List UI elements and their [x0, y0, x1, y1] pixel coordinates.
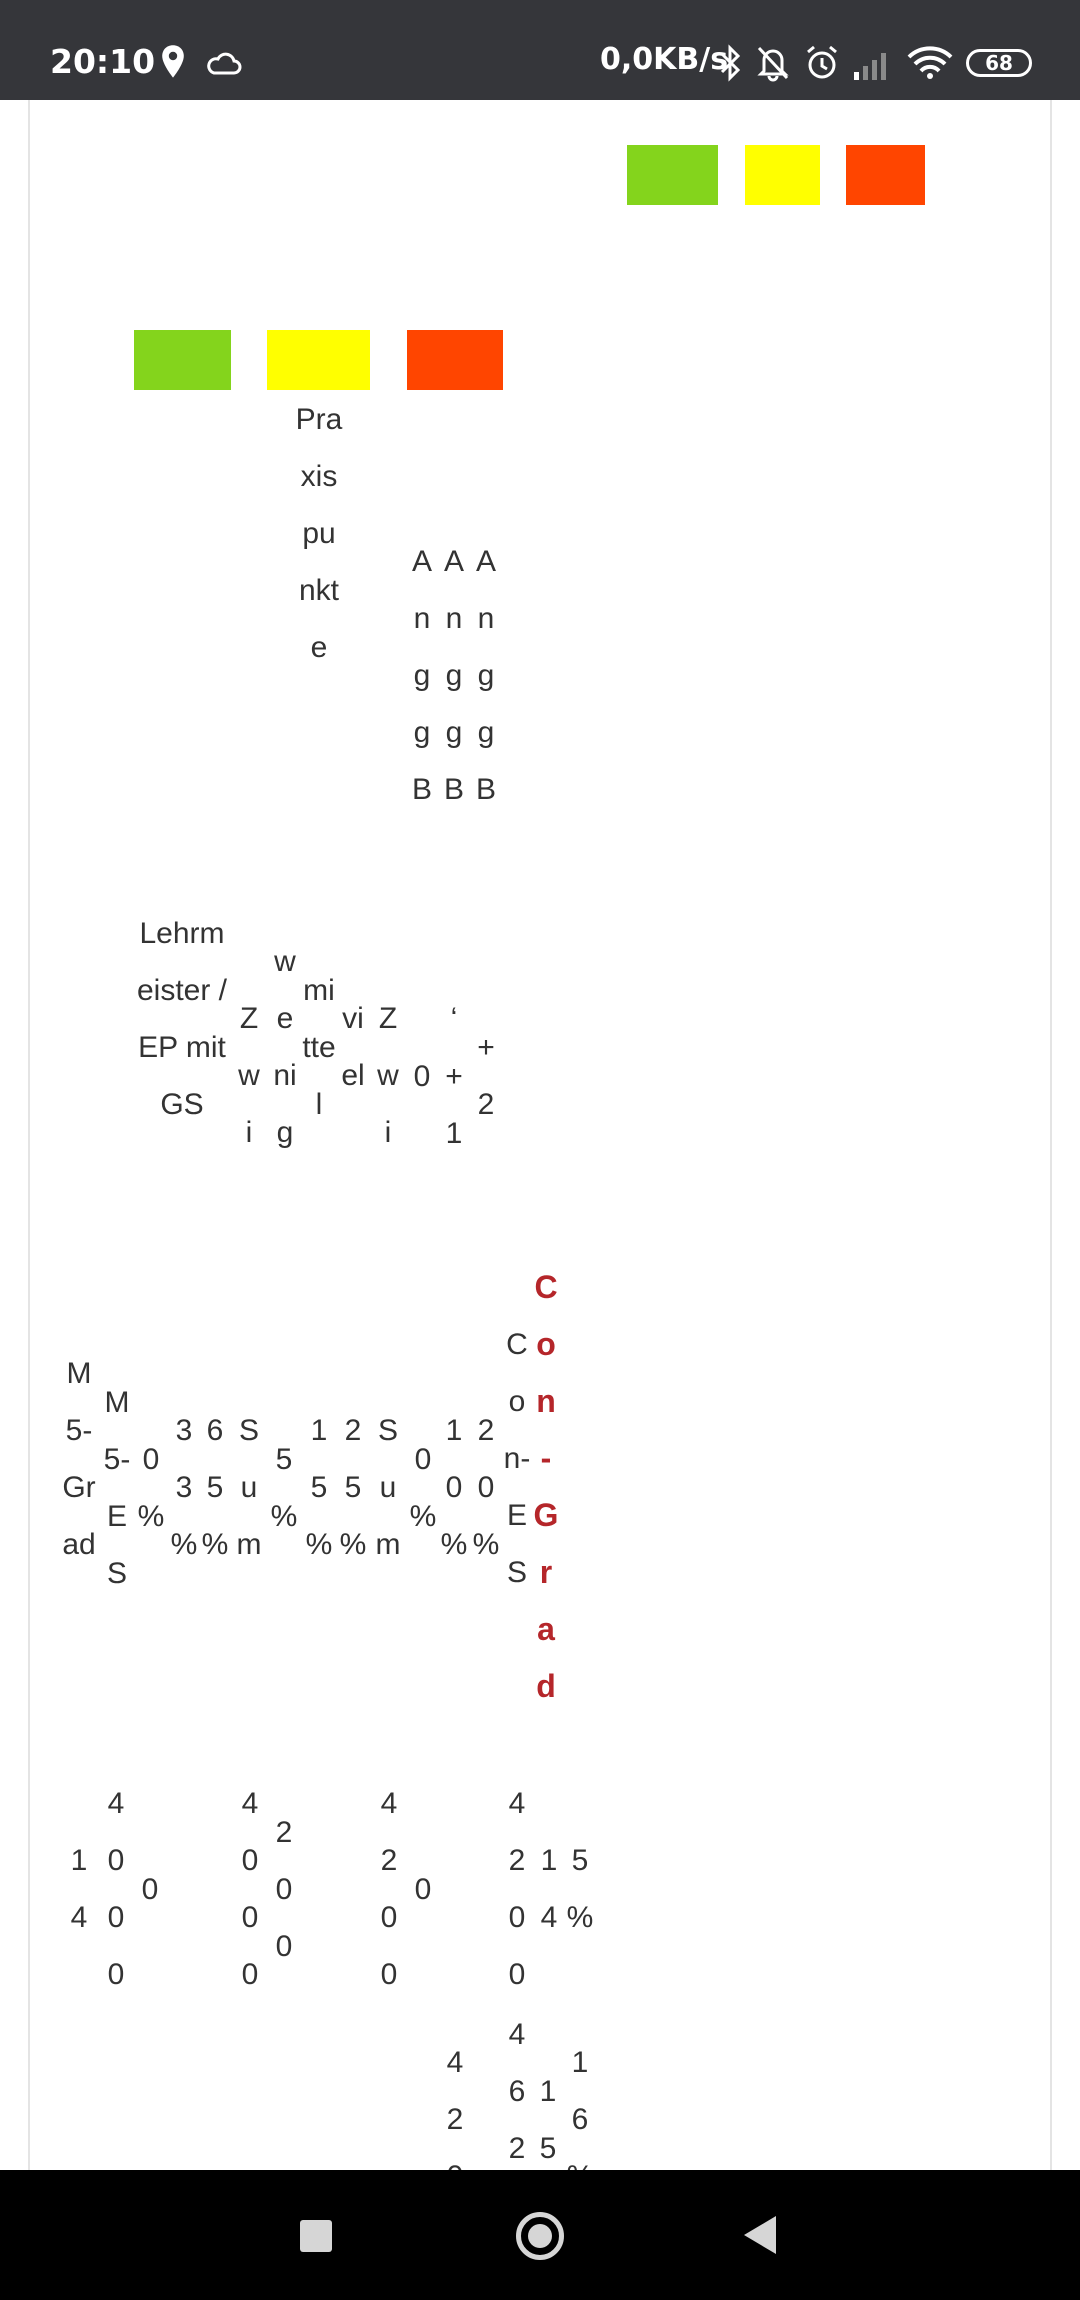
header-p25: 25% [339, 1414, 367, 1561]
header-plus1: +1 [445, 1060, 463, 1150]
header-p5: 5% [270, 1443, 298, 1533]
row1-cell-5: 200 [275, 1816, 293, 1963]
header-mittel: mittel [302, 974, 336, 1121]
status-time: 20:10 [50, 42, 156, 81]
battery-icon: 68 [966, 49, 1032, 77]
location-icon [158, 44, 188, 80]
header-viel: viel [341, 1002, 365, 1092]
row1-cell-7: 0 [414, 1873, 432, 1906]
alarm-icon [804, 44, 840, 82]
legend-swatch-green [627, 145, 718, 205]
legend-swatch-red-2 [407, 330, 503, 390]
header-plus2: +2 [477, 1031, 495, 1121]
row1-cell-2: 4000 [107, 1787, 125, 1991]
header-p15: 15% [305, 1414, 333, 1561]
row1-cell-10: 5% [566, 1844, 594, 1934]
header-zwi-2: Zwi [377, 1002, 399, 1149]
row1-cell-8: 4200 [508, 1787, 526, 1991]
row2-cell-4: 16 [571, 2046, 589, 2136]
bell-muted-icon [755, 44, 791, 82]
row1-cell-3: 0 [141, 1873, 159, 1906]
row1-cell-6: 4200 [380, 1787, 398, 1991]
header-apostrophe: ‘ [450, 1002, 458, 1035]
header-p20: 20% [472, 1414, 500, 1561]
recents-button[interactable] [300, 2220, 332, 2252]
row2-cell-1: 42 [446, 2046, 464, 2136]
header-p10: 10% [440, 1414, 468, 1561]
bluetooth-icon [718, 44, 742, 82]
header-zwi-1: Zwi [238, 1002, 260, 1149]
legend-swatch-red [846, 145, 925, 205]
header-anggb-1: AnggB [411, 545, 432, 806]
home-button[interactable] [516, 2212, 564, 2260]
header-con-grad: Con-Grad [533, 1269, 559, 1704]
signal-icon [852, 50, 894, 80]
row1-cell-4: 4000 [241, 1787, 259, 1991]
row1-cell-9: 14 [540, 1844, 558, 1934]
navigation-bar [0, 2170, 1080, 2300]
status-bar [0, 0, 1080, 100]
legend-swatch-green-2 [134, 330, 231, 390]
back-button[interactable] [744, 2216, 776, 2254]
header-con-es: Con-ES [503, 1328, 531, 1589]
header-m5-ess: M5-ES [103, 1386, 131, 1590]
network-speed: 0,0KB/s [600, 42, 729, 77]
header-anggb-2: AnggB [443, 545, 464, 806]
row2-cell-3: 15 [539, 2075, 557, 2165]
wifi-icon [907, 46, 953, 80]
header-zero: 0 [413, 1060, 431, 1093]
header-lehrmeister: Lehrmeister / EP mit GS [136, 917, 228, 1121]
header-anggb-3: AnggB [475, 545, 496, 806]
header-p33: 33% [170, 1414, 198, 1561]
header-zero-pct-2: 0% [409, 1443, 437, 1533]
header-p65: 65% [201, 1414, 229, 1561]
web-content [0, 100, 1080, 2170]
legend-swatch-yellow-2 [267, 330, 370, 390]
header-wenig: wenig [273, 945, 297, 1149]
legend-swatch-yellow [745, 145, 820, 205]
header-zero-pct: 0% [137, 1443, 165, 1533]
cloud-icon [205, 50, 241, 76]
row1-cell-1: 14 [70, 1844, 88, 1934]
row2-cell-2: 462 [508, 2018, 526, 2165]
header-sum-2: Sum [375, 1414, 401, 1561]
header-sum-1: Sum [236, 1414, 262, 1561]
header-praxispunkte: Praxispunkte [295, 403, 343, 664]
header-m5-grad: M5-Grad [62, 1357, 96, 1561]
